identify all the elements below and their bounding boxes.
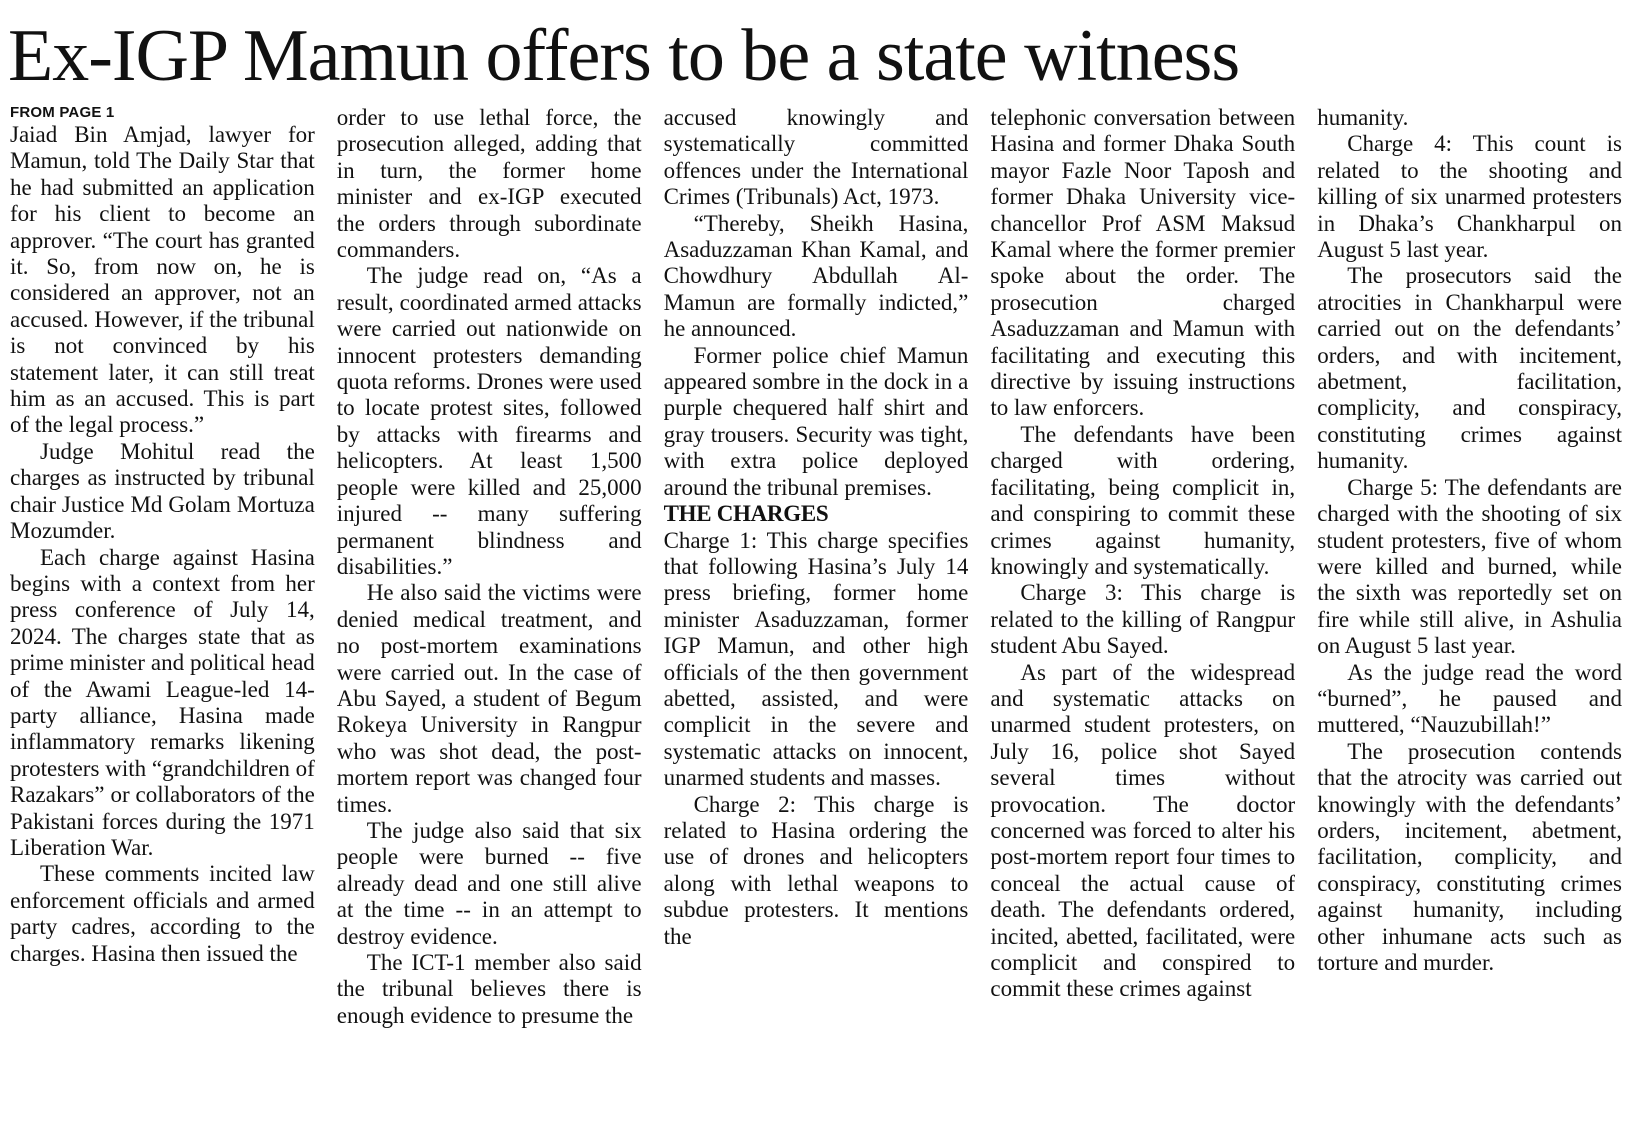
paragraph: He also said the victims were denied medical treatment, and no post-mortem examinations were carried out. In the case of Abu Sayed, a student of Begum Rokeya University in Rangpur who was shot dead, the post-mortem report was changed four times. [336,580,642,817]
paragraph: humanity. [1317,105,1409,130]
paragraph: The defendants have been charged with ordering, facilitating, being complicit in, and conspiring to commit these crimes against humanity, knowingly and systematically. [990,421,1296,579]
column-5 [1317,105,1622,1135]
paragraph: Judge Mohitul read the charges as instructed by tribunal chair Justice Md Golam Mortuza Mozumder. [10,438,315,544]
paragraph: “Thereby, Sheikh Hasina, Asaduzzaman Khan Kamal, and Chowdhury Abdullah Al-Mamun are formally indicted,” he announced. [663,210,969,342]
paragraph: Jaiad Bin Amjad, lawyer for Mamun, told The Daily Star that he had submitted an application for his client to become an approver. “The court has granted it. So, from now on, he is considered an approver, not an accused. However, if the tribunal is not convinced by his statement later, it can still treat him as an accused. This is part of the legal process.” [10,122,315,438]
paragraph: Former police chief Mamun appeared sombre in the dock in a purple chequered half shirt and gray trousers. Security was tight, with extra police deployed around the tribunal premises. [663,342,969,500]
paragraph: Each charge against Hasina begins with a context from her press conference of July 14, 2024. The charges state that as prime minister and political head of the Awami League-led 14-party alliance, Hasina made inflammatory remarks likening protesters with “grandchildren of Razakars” or collaborators of the Pakistani forces during the 1971 Liberation War. [10,544,315,860]
paragraph: The judge read on, “As a result, coordinated armed attacks were carried out nationwide on innocent protesters demanding quota reforms. Drones were used to locate protest sites, followed by attacks with firearms and helicopters. At least 1,500 people were killed and 25,000 injured -- many suffering permanent blindness and disabilities.” [336,263,642,579]
column-1 [10,105,315,1135]
paragraph: The prosecutors said the atrocities in Chankharpul were carried out on the defendants’ orders, and with incitement, abetment, facilitation, complicity, and conspiracy, constituting crimes against humanity. [1317,263,1622,474]
paragraph: These comments incited law enforcement officials and armed party cadres, according to the charges. Hasina then issued the [10,861,315,966]
paragraph: The prosecution contends that the atrocity was carried out knowingly with the defendants’ orders, incitement, abetment, facilitation, complicity, and conspiracy, constituting crimes against humanity, including other inhumane acts such as torture and murder. [1317,738,1622,975]
paragraph: As the judge read the word “burned”, he paused and muttered, “Nauzubillah!” [1317,659,1622,738]
section-subhead: THE CHARGES [663,501,829,527]
headline: Ex-IGP Mamun offers to be a state witness [8,15,1240,97]
paragraph: As part of the widespread and systematic attacks on unarmed student protesters, on July 16, police shot Sayed several times without provocation. The doctor concerned was forced to alter his post-mortem report four times to conceal the actual cause of death. The defendants ordered, incited, abetted, facilitated, were complicit and conspired to commit these crimes against [990,659,1296,1002]
paragraph: The ICT-1 member also said the tribunal believes there is enough evidence to presume the [336,950,642,1028]
paragraph: Charge 3: This charge is related to the killing of Rangpur student Abu Sayed. [990,580,1296,659]
paragraph: telephonic conversation between Hasina and former Dhaka South mayor Fazle Noor Taposh and former Dhaka University vice-chancellor Prof ASM Maksud Kamal where the former premier spoke about the order. The prosecution charged Asaduzzaman and Mamun with facilitating and executing this directive by issuing instructions to law enforcers. [990,105,1296,421]
paragraph: The judge also said that six people were burned -- five already dead and one still alive at the time -- in an attempt to destroy evidence. [336,817,642,949]
paragraph: accused knowingly and systematically committed offences under the International Crimes (Tribunals) Act, 1973. [663,105,969,210]
column-2 [337,105,642,1135]
article-body [10,105,1622,1135]
paragraph: Charge 1: This charge specifies that following Hasina’s July 14 press briefing, former home minister Asaduzzaman, former IGP Mamun, and other high officials of the then government abetted, assisted, and were complicit in the severe and systematic attacks on innocent, unarmed students and masses. [663,527,969,791]
paragraph: Charge 5: The defendants are charged with the shooting of six student protesters, five of whom were killed and burned, while the sixth was reportedly set on fire while still alive, in Ashulia on August 5 last year. [1317,474,1622,659]
column-3 [664,105,969,1135]
paragraph: Charge 4: This count is related to the shooting and killing of six unarmed protesters in Dhaka’s Chankharpul on August 5 last year. [1317,131,1622,263]
paragraph: order to use lethal force, the prosecution alleged, adding that in turn, the former home minister and ex-IGP executed the orders through subordinate commanders. [336,105,642,263]
column-4 [990,105,1295,1135]
paragraph: Charge 2: This charge is related to Hasina ordering the use of drones and helicopters along with lethal weapons to subdue protesters. It mentions the [663,791,969,949]
jump-kicker: FROM PAGE 1 [10,105,115,121]
